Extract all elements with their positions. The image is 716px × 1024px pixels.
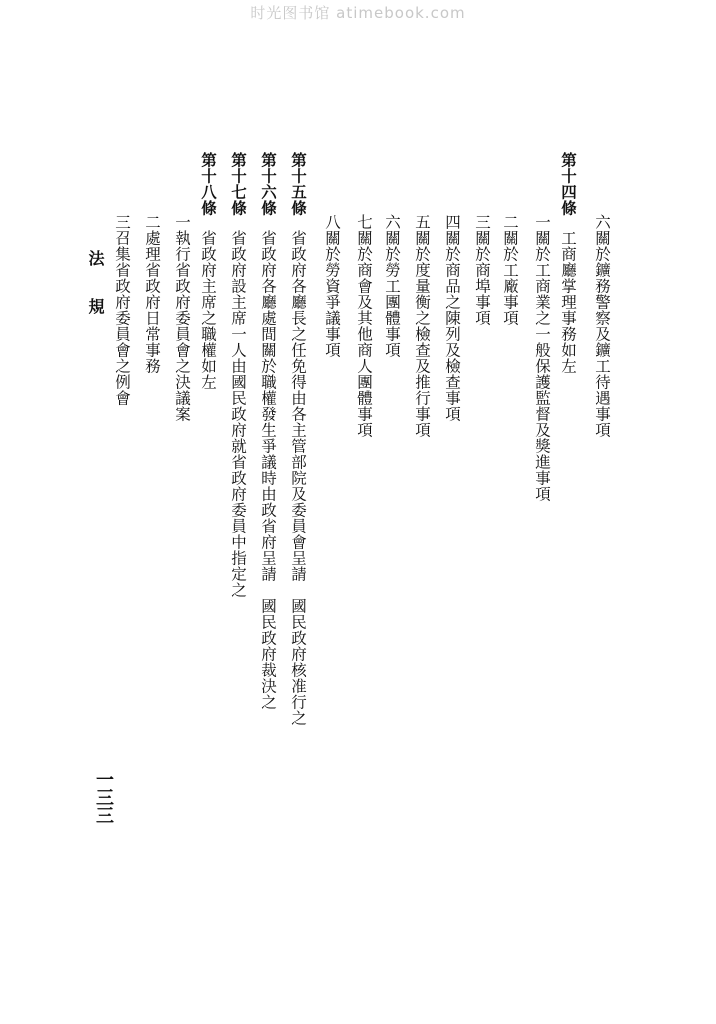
text-column [352, 214, 376, 438]
text-column [410, 214, 434, 438]
text-column [256, 152, 280, 710]
column-text: 八關於勞資爭議事項 [323, 214, 341, 358]
article-number: 第十八條 [199, 152, 218, 216]
text-column [320, 214, 344, 358]
article-number: 第十五條 [289, 152, 308, 216]
column-text: 二關於工廠事項 [501, 214, 519, 326]
column-text: 六關於勞工團體事項 [383, 214, 401, 358]
article-number: 第十四條 [559, 152, 578, 216]
column-text: 省政府設主席一人由國民政府就省政府委員中指定之 [229, 230, 247, 598]
article-number: 第十六條 [259, 152, 278, 216]
text-column [170, 214, 194, 422]
watermark: 时光图书馆 atimebook.com [250, 4, 466, 22]
column-text: 七關於商會及其他商人團體事項 [355, 214, 373, 438]
text-column [470, 214, 494, 326]
column-text: 一關於工商業之一般保護監督及獎進事項 [533, 214, 551, 502]
text-column [196, 152, 220, 390]
text-column [590, 214, 614, 438]
column-text: 五關於度量衡之檢查及推行事項 [413, 214, 431, 438]
column-text: 三召集省政府委員會之例會 [113, 214, 131, 406]
column-text: 四關於商品之陳列及檢查事項 [443, 214, 461, 422]
text-column [110, 214, 134, 406]
text-column [140, 214, 164, 374]
text-column [380, 214, 404, 358]
column-text: 二處理省政府日常事務 [143, 214, 161, 374]
text-column [440, 214, 464, 422]
column-text: 一執行省政府委員會之決議案 [173, 214, 191, 422]
page-number: 一三三 [93, 770, 114, 824]
text-column [226, 152, 250, 598]
column-text: 工商廳掌理事務如左 [559, 230, 577, 374]
text-column [556, 152, 580, 374]
article-number: 第十七條 [229, 152, 248, 216]
text-column [286, 152, 310, 726]
column-text: 六關於鑛務警察及鑛工待遇事項 [593, 214, 611, 438]
section-title: 法 規 [86, 250, 105, 314]
column-text: 三關於商埠事項 [473, 214, 491, 326]
column-text: 省政府主席之職權如左 [199, 230, 217, 390]
text-column [530, 214, 554, 502]
column-text: 省政府各廳處間關於職權發生爭議時由政省府呈請 國民政府裁決之 [259, 230, 277, 710]
column-text: 省政府各廳長之任免得由各主管部院及委員會呈請 國民政府核准行之 [289, 230, 307, 726]
text-column [498, 214, 522, 326]
